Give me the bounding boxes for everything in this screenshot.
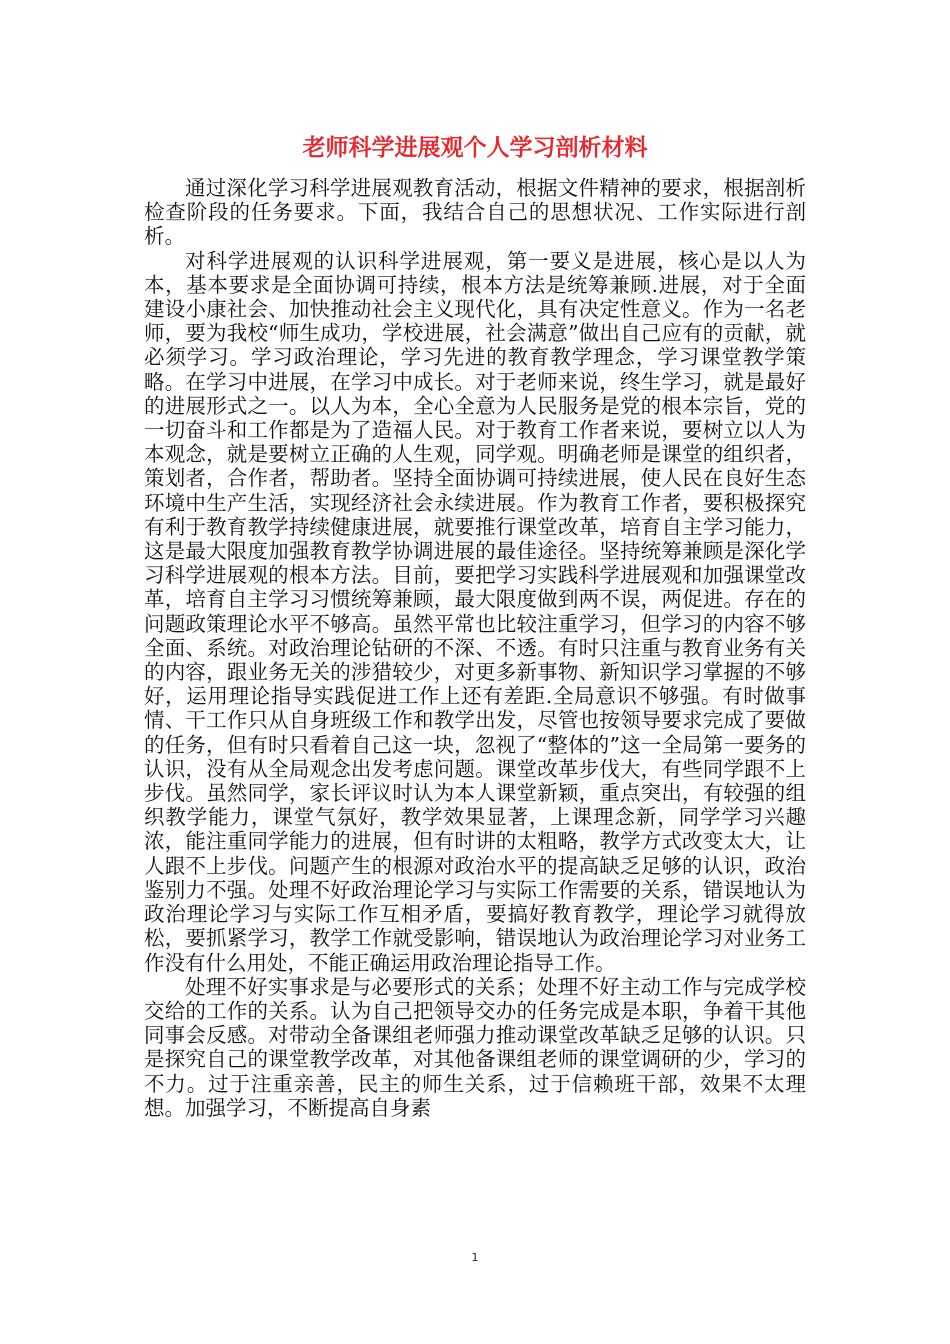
- paragraph-understanding-and-problems: 对科学进展观的认识科学进展观，第一要义是进展，核心是以人为本，基本要求是全面协调可持续，根本方法是统筹兼顾.进展，对于全面建设小康社会、加快推动社会主义现代化，具有决定性意义。作为一名老师，要为我校“师生成功，学校进展，社会满意”做出自己应有的贡献，就必须学习。学习政治理论，学习先进的教育教学理念，学习课堂教学策略。在学习中进展，在学习中成长。对于老师来说，终生学习，就是最好的进展形式之一。以人为本，全心全意为人民服务是党的根本宗旨，党的一切奋斗和工作都是为了造福人民。对于教育工作者来说，要树立以人为本观念，就是要树立正确的人生观，同学观。明确老师是课堂的组织者，策划者，合作者，帮助者。坚持全面协调可持续进展，使人民在良好生态环境中生产生活，实现经济社会永续进展。作为教育工作者，要积极探究有利于教育教学持续健康进展，就要推行课堂改革，培育自主学习能力，这是最大限度加强教育教学协调进展的最佳途径。坚持统筹兼顾是深化学习科学进展观的根本方法。目前，要把学习实践科学进展观和加强课堂改革，培育自主学习习惯统筹兼顾，最大限度做到两不误，两促进。存在的问题政策理论水平不够高。虽然平常也比较注重学习，但学习的内容不够全面、系统。对政治理论钻研的不深、不透。有时只注重与教育业务有关的内容，跟业务无关的涉猎较少，对更多新事物、新知识学习掌握的不够好，运用理论指导实践促进工作上还有差距.全局意识不够强。有时做事情、干工作只从自身班级工作和教学出发，尽管也按领导要求完成了要做的任务，但有时只看着自己这一块，忽视了“整体的”这一全局第一要务的认识，没有从全局观念出发考虑问题。课堂改革步伐大，有些同学跟不上步伐。虽然同学，家长评议时认为本人课堂新颖，重点突出，有较强的组织教学能力，课堂气氛好，教学效果显著，上课理念新，同学学习兴趣浓，能注重同学能力的进展，但有时讲的太粗略，教学方式改变太大，让人跟不上步伐。问题产生的根源对政治水平的提高缺乏足够的认识，政治鉴别力不强。处理不好政治理论学习与实际工作需要的关系，错误地认为政治理论学习与实际工作互相矛盾，要搞好教育教学，理论学习就得放松，要抓紧学习，教学工作就受影响，错误地认为政治理论学习对业务工作没有什么用处，不能正确运用政治理论指导工作。: [144, 248, 806, 975]
- paragraph-work-relations: 处理不好实事求是与必要形式的关系；处理不好主动工作与完成学校交给的工作的关系。认为自己把领导交办的任务完成是本职，争着干其他同事会反感。对带动全备课组老师强力推动课堂改革缺乏足够的认识。只是探究自己的课堂教学改革，对其他备课组老师的课堂调研的少，学习的不力。过于注重亲善，民主的师生关系，过于信赖班干部，效果不太理想。加强学习，不断提高自身素: [144, 974, 806, 1120]
- document-title: 老师科学进展观个人学习剖析材料: [302, 134, 648, 161]
- document-body: [144, 176, 806, 1120]
- paragraph-intro: 通过深化学习科学进展观教育活动，根据文件精神的要求，根据剖析检查阶段的任务要求。下面，我结合自己的思想状况、工作实际进行剖析。: [144, 176, 806, 249]
- page-number: 1: [471, 1251, 479, 1264]
